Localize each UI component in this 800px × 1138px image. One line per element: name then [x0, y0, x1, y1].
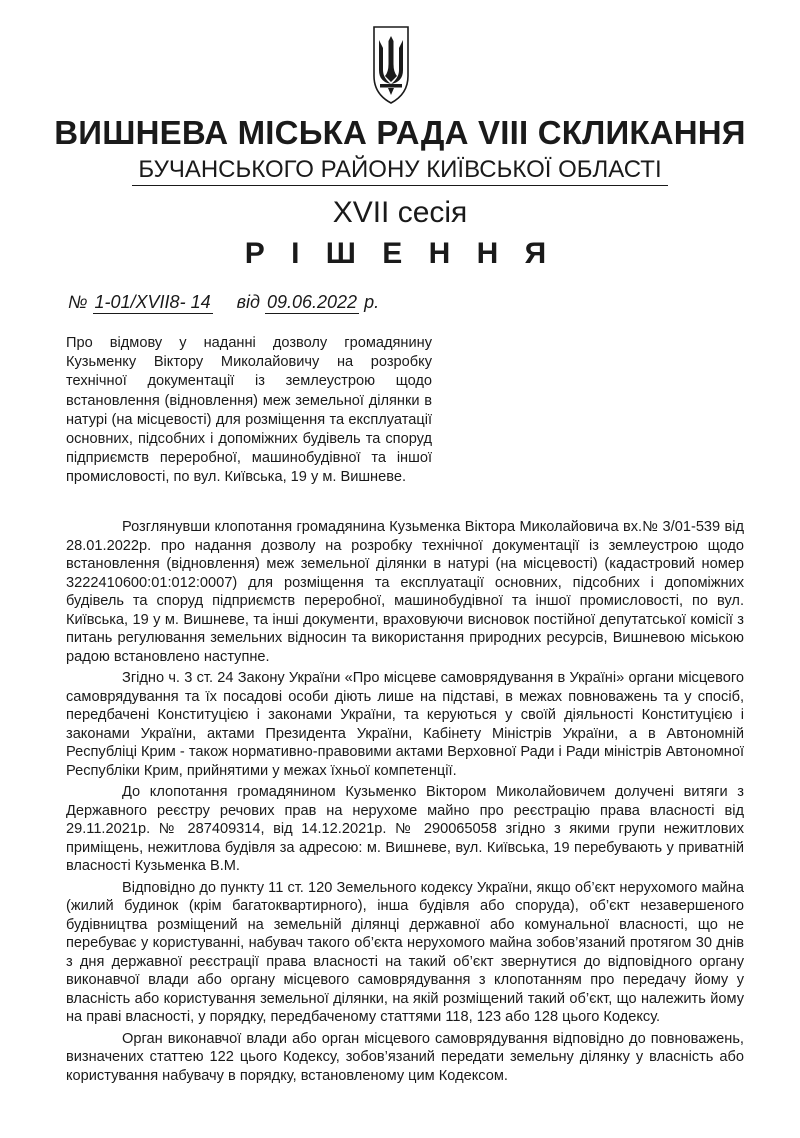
document-type: Р І Ш Е Н Н Я	[244, 237, 556, 270]
decision-body	[66, 518, 744, 1088]
body-paragraph: Згідно ч. 3 ст. 24 Закону України «Про місцеве самоврядування в Україні» органи місцевого самоврядування та їх посадові особи діють лише на підставі, в межах повноважень та у спосіб, передбачені Конституцією і законами України, та керуються у своїй діяльності Конституцією і законами України, актами Президента України, Кабінету Міністрів України, а в Автономній Республіці Крим - також нормативно-правовими актами Верховної Ради і Ради міністрів Автономної Республіки Крим, прийнятими у межах їхньої компетенції.	[66, 670, 744, 779]
body-paragraph: Відповідно до пункту 11 ст. 120 Земельного кодексу України, якщо об’єкт нерухомого майна (жилий будинок (крім багатоквартирного), інша будівля або споруда), об’єкт незавершеного будівництва розміщений на земельній ділянці державної або комунальної власності, що не перебуває у користуванні, набувач такого об’єкта нерухомого майна зобов’язаний протягом 30 днів з дня державної реєстрації права власності на такий об’єкт звернутися до відповідного органу виконавчої влади або органу місцевого самоврядування з клопотанням про передачу йому у власність або користування земельної ділянки, на якій розміщений такий об’єкт, що належить йому на праві власності, у порядку, передбаченому статтями 118, 123 або 128 цього Кодексу.	[66, 879, 744, 1025]
body-paragraph: До клопотання громадянином Кузьменко Віктором Миколайовичем долучені витяги з Державного реєстру речових прав на нерухоме майно про реєстрацію права власності від 29.11.2021р. № 287409314, від 14.12.2021р. № 290065058 згідно з якими групи нежитлових приміщень, нежитлова будівля за адресою: м. Вишневе, вул. Київська, 19 перебувають у приватній власності Кузьменка В.М.	[66, 784, 744, 874]
body-paragraph: Орган виконавчої влади або орган місцевого самоврядування відповідно до повноважень, визначених статтею 122 цього Кодексу, зобов’язаний передати земельну ділянку у власність або користування набувачу в порядку, встановленому цим Кодексом.	[66, 1030, 744, 1084]
decision-date: 09.06.2022	[266, 292, 358, 312]
session-label: XVII сесія	[332, 196, 468, 229]
council-subtitle	[0, 156, 800, 186]
number-prefix: №	[68, 292, 88, 312]
council-title: ВИШНЕВА МІСЬКА РАДА VIII СКЛИКАННЯ	[54, 114, 746, 151]
body-paragraph: Розглянувши клопотання громадянина Кузьменка Віктора Миколайовича вх.№ 3/01-539 від 28.01.2022р. про надання дозволу на розробку технічної документації із землеустрою щодо встановлення (відновлення) меж земельної ділянки в натурі (на місцевості) (кадастровий номер 3222410600:01:012:0007) для розміщення та експлуатації основних, підсобних і допоміжних будівель та споруд підприємств переробної, машинобудівної та іншої промисловості, по вул. Київська, 19 у м. Вишневе, та інші документи, враховуючи висновок постійної депутатської комісії з питань регулювання земельних відносин та використання природних ресурсів, Вишневою міською радою встановлено наступне.	[66, 519, 744, 665]
decision-subject: Про відмову у наданні дозволу громадянину Кузьменку Віктору Миколайовичу на розробку технічної документації із землеустрою щодо встановлення (відновлення) меж земельної ділянки в натурі (на місцевості) для розміщення та експлуатації основних, підсобних і допоміжних будівель та споруд підприємств переробної, машинобудівної та іншої промисловості, по вул. Київська, 19 у м. Вишневе.	[66, 335, 432, 486]
date-suffix: р.	[364, 292, 380, 312]
date-prefix: від	[236, 292, 260, 312]
decision-number-line	[68, 292, 379, 314]
council-subtitle-text: БУЧАНСЬКОГО РАЙОНУ КИЇВСЬКОЇ ОБЛАСТІ	[132, 156, 667, 186]
tryzub-coat-of-arms-icon	[371, 24, 411, 106]
decision-number: 1-01/XVII8- 14	[94, 292, 211, 312]
